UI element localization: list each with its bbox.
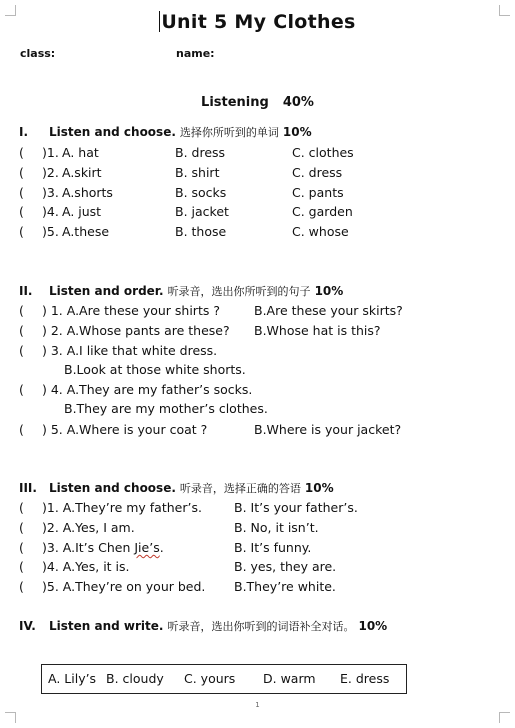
section-2-numeral: II. — [19, 284, 33, 298]
question-row — [0, 343, 515, 383]
page-corner-mark — [499, 712, 510, 723]
section-3-heading — [19, 480, 334, 496]
question-number: )2. — [42, 165, 59, 180]
sentence-b: B.They are my mother’s clothes. — [64, 401, 268, 416]
question-row — [0, 303, 515, 323]
question-row — [0, 559, 515, 579]
sentence-a: ) 4. A.They are my father’s socks. — [42, 382, 253, 397]
answer-blank[interactable]: ( — [19, 165, 24, 180]
section-1-numeral: I. — [19, 125, 29, 139]
question-row — [0, 224, 515, 244]
class-label: class: — [20, 47, 56, 60]
section-4-heading — [19, 618, 387, 634]
question-row — [0, 579, 515, 599]
question-row — [0, 520, 515, 540]
option-b: B. jacket — [175, 204, 229, 219]
answer-a — [42, 540, 164, 555]
answer-blank[interactable]: ( — [19, 500, 24, 515]
word-bank-box — [41, 664, 407, 694]
option-c: C. whose — [292, 224, 349, 239]
section-2-title: Listen and order. — [49, 284, 164, 298]
spellcheck-underlined-word: Jie’s — [134, 540, 160, 555]
word-bank-item: A. Lily’s — [48, 671, 97, 686]
section-2-instruction: 听录音，选出你所听到的句子 — [167, 285, 311, 298]
option-a: A.these — [62, 224, 110, 239]
section-2-heading — [19, 283, 343, 299]
question-row — [0, 323, 515, 343]
answer-blank[interactable]: ( — [19, 145, 24, 160]
section-3-percent: 10% — [304, 481, 334, 495]
answer-a: )2. A.Yes, I am. — [42, 520, 135, 535]
question-row — [0, 145, 515, 165]
answer-blank[interactable]: ( — [19, 540, 24, 555]
answer-blank[interactable]: ( — [19, 520, 24, 535]
answer-blank[interactable]: ( — [19, 579, 24, 594]
section-4-instruction: 听录音，选出你听到的词语补全对话。 — [167, 620, 355, 633]
sentence-b: B.Whose hat is this? — [254, 323, 381, 338]
sentence-a: ) 2. A.Whose pants are these? — [42, 323, 230, 338]
option-a: A. just — [62, 204, 102, 219]
section-3-instruction: 听录音，选择正确的答语 — [179, 482, 301, 495]
question-row — [0, 540, 515, 560]
name-label: name: — [176, 47, 215, 60]
word-bank-item: C. yours — [184, 671, 236, 686]
answer-a: )5. A.They’re on your bed. — [42, 579, 206, 594]
section-1-percent: 10% — [282, 125, 312, 139]
option-a: A. hat — [62, 145, 99, 160]
sentence-b: B.Where is your jacket? — [254, 422, 402, 437]
answer-blank[interactable]: ( — [19, 382, 24, 397]
section-3-title: Listen and choose. — [49, 481, 176, 495]
option-b: B. dress — [175, 145, 226, 160]
question-number: )1. — [42, 145, 59, 160]
option-c: C. dress — [292, 165, 343, 180]
question-row — [0, 422, 515, 442]
option-c: C. pants — [292, 185, 344, 200]
answer-blank[interactable]: ( — [19, 204, 24, 219]
section-4-percent: 10% — [358, 619, 388, 633]
question-row — [0, 185, 515, 205]
listening-heading — [0, 95, 515, 110]
section-4-title: Listen and write. — [49, 619, 164, 633]
question-number: )4. — [42, 204, 59, 219]
section-1-instruction: 选择你所听到的单词 — [179, 126, 279, 139]
answer-b: B. It’s funny. — [234, 540, 312, 555]
sentence-b: B.Look at those white shorts. — [64, 362, 246, 377]
word-bank-item: B. cloudy — [106, 671, 164, 686]
page-title-text: Unit 5 My Clothes — [161, 11, 356, 33]
listening-percent: 40% — [282, 95, 314, 110]
section-2-percent: 10% — [314, 284, 344, 298]
answer-blank[interactable]: ( — [19, 224, 24, 239]
answer-b: B. No, it isn’t. — [234, 520, 319, 535]
word-bank-item: E. dress — [340, 671, 390, 686]
answer-a-punct: . — [159, 540, 164, 555]
section-3-numeral: III. — [19, 481, 37, 495]
sentence-b: B.Are these your skirts? — [254, 303, 403, 318]
sentence-a: ) 3. A.I like that white dress. — [42, 343, 218, 358]
question-row — [0, 204, 515, 224]
answer-blank[interactable]: ( — [19, 559, 24, 574]
option-b: B. those — [175, 224, 227, 239]
sentence-a: ) 5. A.Where is your coat ? — [42, 422, 208, 437]
answer-a: )1. A.They’re my father’s. — [42, 500, 202, 515]
question-number: )5. — [42, 224, 59, 239]
option-c: C. garden — [292, 204, 353, 219]
question-number: )3. — [42, 185, 59, 200]
page-number: 1 — [255, 701, 260, 709]
answer-a-text: )3. A.It’s Chen — [42, 540, 135, 555]
option-b: B. shirt — [175, 165, 220, 180]
option-a: A.skirt — [62, 165, 102, 180]
answer-blank[interactable]: ( — [19, 323, 24, 338]
question-row — [0, 382, 515, 422]
answer-blank[interactable]: ( — [19, 303, 24, 318]
sentence-a: ) 1. A.Are these your shirts ? — [42, 303, 220, 318]
listening-label: Listening — [201, 95, 269, 110]
answer-a: )4. A.Yes, it is. — [42, 559, 130, 574]
answer-blank[interactable]: ( — [19, 185, 24, 200]
section-1-title: Listen and choose. — [49, 125, 176, 139]
section-4-numeral: IV. — [19, 619, 36, 633]
answer-blank[interactable]: ( — [19, 422, 24, 437]
answer-b: B. It’s your father’s. — [234, 500, 358, 515]
answer-b: B. yes, they are. — [234, 559, 337, 574]
question-row — [0, 500, 515, 520]
page-title — [0, 11, 515, 33]
word-bank-item: D. warm — [263, 671, 316, 686]
section-1-heading — [19, 124, 312, 140]
page-corner-mark — [5, 712, 16, 723]
option-b: B. socks — [175, 185, 227, 200]
answer-blank[interactable]: ( — [19, 343, 24, 358]
question-row — [0, 165, 515, 185]
option-c: C. clothes — [292, 145, 354, 160]
answer-b: B.They’re white. — [234, 579, 336, 594]
option-a: A.shorts — [62, 185, 113, 200]
